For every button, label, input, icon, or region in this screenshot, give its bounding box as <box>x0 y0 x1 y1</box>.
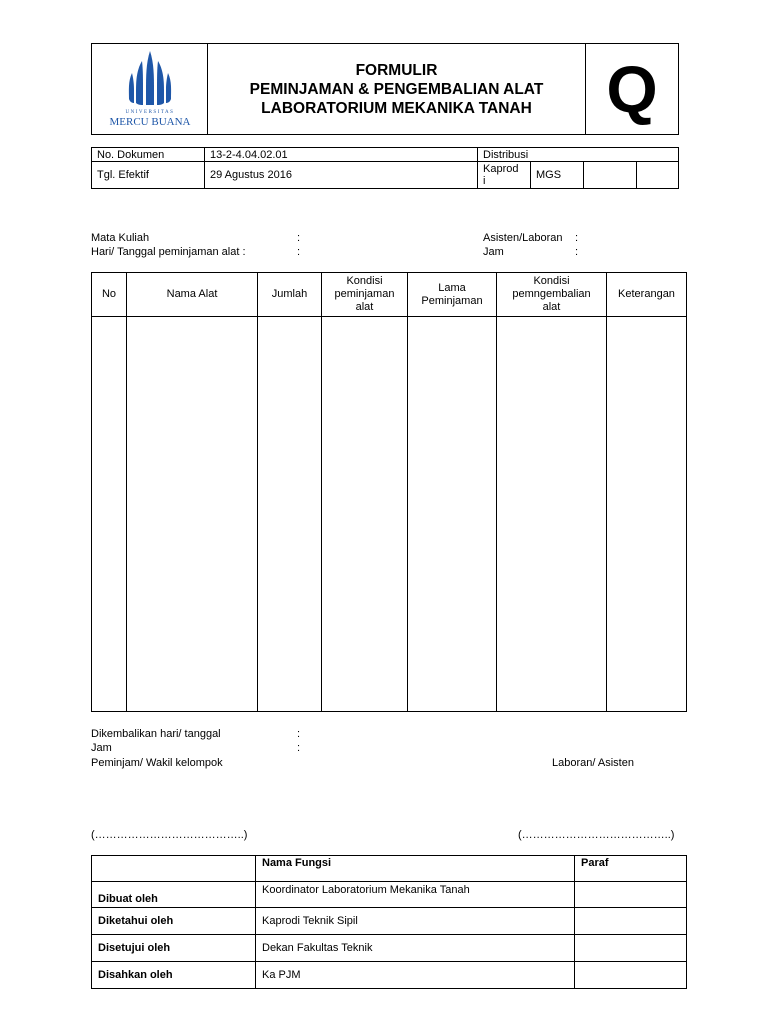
cell-jumlah[interactable] <box>258 317 322 712</box>
title-line-1: FORMULIR <box>355 61 438 79</box>
hari-tanggal-colon: : <box>297 246 301 258</box>
form-title <box>208 44 586 135</box>
jam-label: Jam <box>483 246 504 258</box>
return-jam-label: Jam <box>91 742 112 754</box>
header-lama-peminjaman: Lama Peminjaman <box>408 273 497 317</box>
signature-line-right: (…………………………………..) <box>518 829 675 841</box>
row-fungsi: Dekan Fakultas Teknik <box>256 935 575 962</box>
dikembalikan-colon: : <box>297 728 301 740</box>
no-dokumen-label: No. Dokumen <box>92 148 205 162</box>
hari-tanggal-label: Hari/ Tanggal peminjaman alat : <box>91 246 246 258</box>
header-kondisi-pengembalian: Kondisi pemngembalian alat <box>497 273 607 317</box>
cell-nama-alat[interactable] <box>127 317 258 712</box>
mgs-label: MGS <box>531 162 584 189</box>
row-paraf[interactable] <box>575 935 687 962</box>
row-fungsi: Koordinator Laboratorium Mekanika Tanah <box>256 882 575 908</box>
jam-colon: : <box>575 246 579 258</box>
asisten-laboran-label: Asisten/Laboran <box>483 232 563 244</box>
kaprodi-label: Kaprod i <box>478 162 531 189</box>
header-kondisi-peminjaman: Kondisi peminjaman alat <box>322 273 408 317</box>
cell-keterangan[interactable] <box>607 317 687 712</box>
mata-kuliah-label: Mata Kuliah <box>91 232 150 244</box>
empty-cell <box>637 162 679 189</box>
table-row <box>92 317 687 712</box>
header-keterangan: Keterangan <box>607 273 687 317</box>
header-nama-fungsi: Nama Fungsi <box>256 856 575 882</box>
row-label: Disetujui oleh <box>92 935 256 962</box>
header-jumlah: Jumlah <box>258 273 322 317</box>
row-paraf[interactable] <box>575 882 687 908</box>
mercu-buana-logo-icon <box>102 47 198 127</box>
signature-line-left: (…………………………………..) <box>91 829 248 841</box>
table-row <box>92 908 687 935</box>
header-no: No <box>92 273 127 317</box>
tgl-efektif-label: Tgl. Efektif <box>92 162 205 189</box>
mata-kuliah-colon: : <box>297 232 301 244</box>
cell-kondisi-peminjaman[interactable] <box>322 317 408 712</box>
row-fungsi: Kaprodi Teknik Sipil <box>256 908 575 935</box>
document-info-table <box>91 147 679 189</box>
row-label: Dibuat oleh <box>92 882 256 908</box>
row-label: Diketahui oleh <box>92 908 256 935</box>
peminjam-label: Peminjam/ Wakil kelompok <box>91 757 223 769</box>
equipment-table <box>91 272 687 712</box>
table-row <box>92 935 687 962</box>
table-row <box>92 882 687 908</box>
header-paraf: Paraf <box>575 856 687 882</box>
form-code-letter: Q <box>586 44 679 135</box>
laboran-label: Laboran/ Asisten <box>552 757 634 769</box>
cell-lama-peminjaman[interactable] <box>408 317 497 712</box>
row-label: Disahkan oleh <box>92 962 256 989</box>
row-fungsi: Ka PJM <box>256 962 575 989</box>
table-row <box>92 962 687 989</box>
logo-cell <box>92 44 208 135</box>
header-nama-alat: Nama Alat <box>127 273 258 317</box>
no-dokumen-value: 13-2-4.04.02.01 <box>205 148 478 162</box>
svg-text:MERCU BUANA: MERCU BUANA <box>109 115 190 127</box>
dikembalikan-label: Dikembalikan hari/ tanggal <box>91 728 221 740</box>
cell-kondisi-pengembalian[interactable] <box>497 317 607 712</box>
cell-no[interactable] <box>92 317 127 712</box>
empty-cell <box>584 162 637 189</box>
return-jam-colon: : <box>297 742 301 754</box>
title-line-3: LABORATORIUM MEKANIKA TANAH <box>261 99 532 117</box>
row-paraf[interactable] <box>575 908 687 935</box>
form-header <box>91 43 679 135</box>
tgl-efektif-value: 29 Agustus 2016 <box>205 162 478 189</box>
distribusi-label: Distribusi <box>478 148 679 162</box>
title-line-2: PEMINJAMAN & PENGEMBALIAN ALAT <box>249 80 544 98</box>
row-paraf[interactable] <box>575 962 687 989</box>
asisten-laboran-colon: : <box>575 232 579 244</box>
svg-text:UNIVERSITAS: UNIVERSITAS <box>125 109 174 115</box>
approval-table <box>91 855 687 989</box>
approval-header-blank <box>92 856 256 882</box>
